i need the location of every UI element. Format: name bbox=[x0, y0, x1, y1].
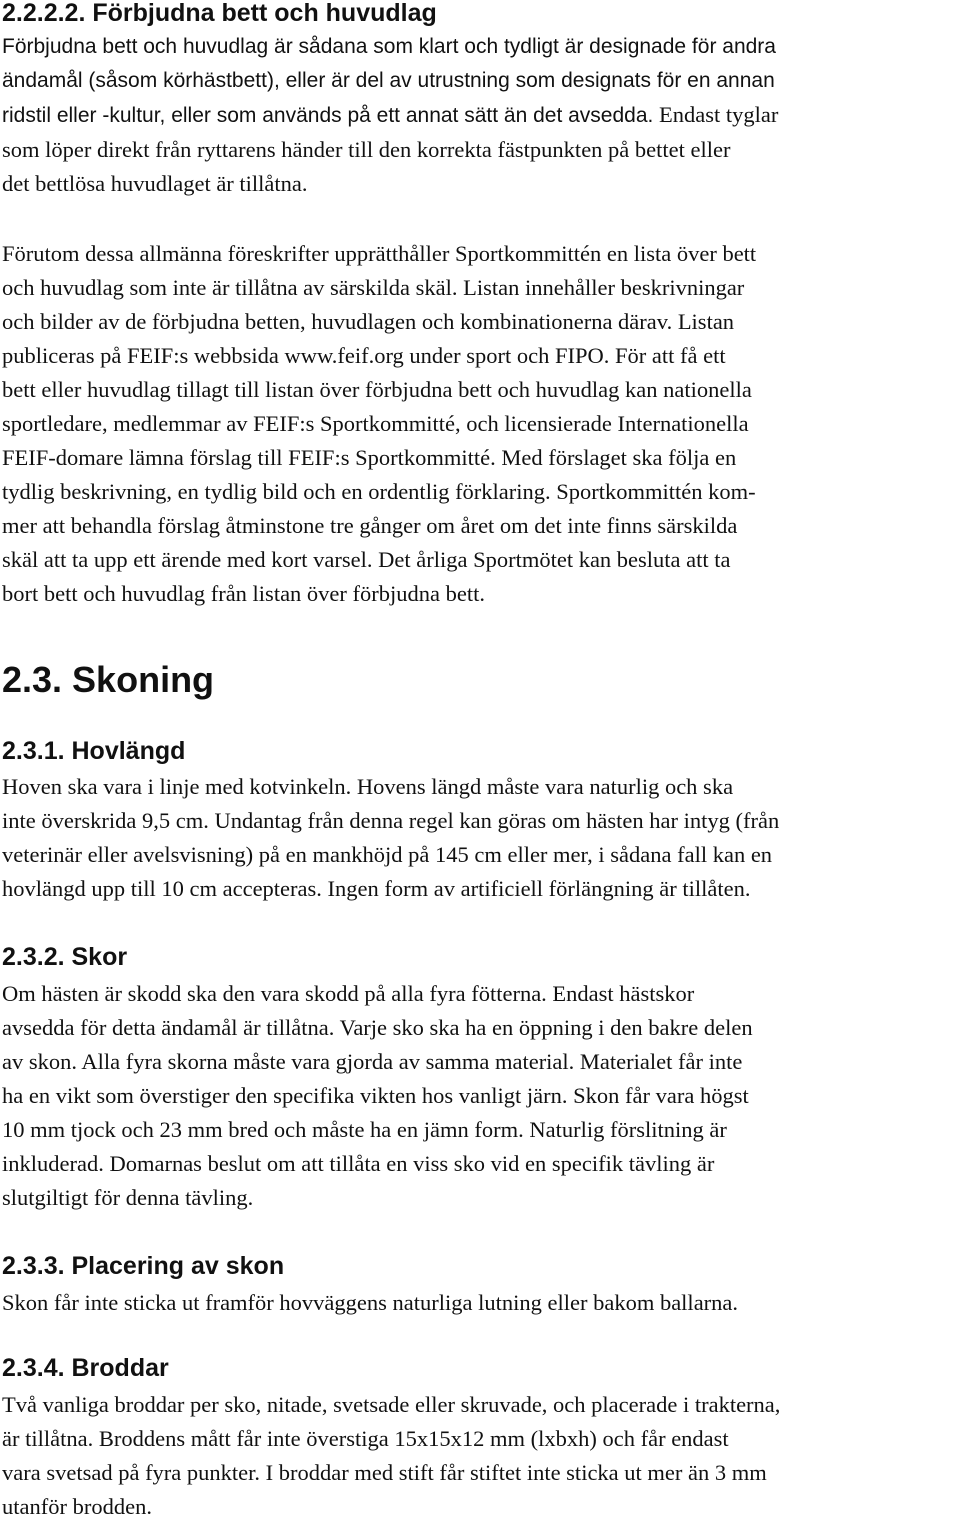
section-2-3-1-heading: 2.3.1. Hovlängd bbox=[2, 737, 186, 765]
paragraph-line: mer att behandla förslag åtminstone tre gånger om året om det inte finns särskilda bbox=[2, 513, 738, 538]
section-2-3-1-paragraph bbox=[2, 770, 954, 906]
paragraph-line: ändamål (såsom körhästbett), eller är del av utrustning som designats för en annan bbox=[2, 69, 775, 92]
paragraph-line: vara svetsad på fyra punkter. I broddar med stift får stiftet inte sticka ut mer än 3 mm bbox=[2, 1460, 767, 1485]
paragraph-line: inte överskrida 9,5 cm. Undantag från denna regel kan göras om hästen har intyg (från bbox=[2, 808, 780, 833]
section-2-3-3-heading: 2.3.3. Placering av skon bbox=[2, 1252, 285, 1280]
paragraph-line: publiceras på FEIF:s webbsida www.feif.org under sport och FIPO. För att få ett bbox=[2, 343, 726, 368]
paragraph-line: skäl att ta upp ett ärende med kort varsel. Det årliga Sportmötet kan besluta att ta bbox=[2, 547, 731, 572]
paragraph-line: bett eller huvudlag tillagt till listan över förbjudna bett och huvudlag kan nationella bbox=[2, 377, 752, 402]
paragraph-line: avsedda för detta ändamål är tillåtna. Varje sko ska ha en öppning i den bakre delen bbox=[2, 1015, 753, 1040]
section-2-3-4-heading: 2.3.4. Broddar bbox=[2, 1354, 169, 1382]
paragraph-line-sans-part: ridstil eller -kultur, eller som används på ett annat sätt än det avsedda. bbox=[2, 104, 654, 127]
paragraph-line: Hoven ska vara i linje med kotvinkeln. Hovens längd måste vara naturlig och ska bbox=[2, 774, 734, 799]
paragraph-line: FEIF-domare lämna förslag till FEIF:s Sportkommitté. Med förslaget ska följa en bbox=[2, 445, 737, 470]
paragraph-line: det bettlösa huvudlaget är tillåtna. bbox=[2, 171, 308, 196]
paragraph-line: hovlängd upp till 10 cm accepteras. Ingen form av artificiell förlängning är tillåten. bbox=[2, 876, 751, 901]
paragraph-line: ha en vikt som överstiger den specifika vikten hos vanligt järn. Skon får vara högst bbox=[2, 1083, 749, 1108]
paragraph-line: utanför brodden. bbox=[2, 1494, 152, 1519]
paragraph-line: Om hästen är skodd ska den vara skodd på alla fyra fötterna. Endast hästskor bbox=[2, 981, 695, 1006]
paragraph-line: veterinär eller avelsvisning) på en mankhöjd på 145 cm eller mer, i sådana fall kan en bbox=[2, 842, 773, 867]
paragraph-line: Två vanliga broddar per sko, nitade, svetsade eller skruvade, och placerade i trakterna, bbox=[2, 1392, 781, 1417]
paragraph-line: är tillåtna. Broddens mått får inte överstiga 15x15x12 mm (lxbxh) och får endast bbox=[2, 1426, 729, 1451]
section-2-2-2-2-heading: 2.2.2.2. Förbjudna bett och huvudlag bbox=[2, 0, 437, 27]
paragraph-line: och huvudlag som inte är tillåtna av särskilda skäl. Listan innehåller beskrivningar bbox=[2, 275, 745, 300]
paragraph-line-serif-part: Endast tyglar bbox=[653, 102, 779, 127]
section-2-2-2-2-paragraph-2 bbox=[2, 237, 954, 611]
section-2-3-3-paragraph bbox=[2, 1286, 954, 1320]
paragraph-line: Förbjudna bett och huvudlag är sådana som klart och tydligt är designade för andra bbox=[2, 35, 776, 58]
paragraph-line: tydlig beskrivning, en tydlig bild och en ordentlig förklaring. Sportkommittén kom- bbox=[2, 479, 756, 504]
section-2-3-2-paragraph bbox=[2, 977, 954, 1215]
paragraph-line: bort bett och huvudlag från listan över förbjudna bett. bbox=[2, 581, 485, 606]
paragraph-line: av skon. Alla fyra skorna måste vara gjorda av samma material. Materialet får inte bbox=[2, 1049, 743, 1074]
section-2-3-heading: 2.3. Skoning bbox=[2, 659, 215, 700]
paragraph-line: 10 mm tjock och 23 mm bred och måste ha en jämn form. Naturlig förslitning är bbox=[2, 1117, 727, 1142]
paragraph-line: Skon får inte sticka ut framför hovväggens naturliga lutning eller bakom ballarna. bbox=[2, 1290, 739, 1315]
paragraph-line-mixed bbox=[2, 98, 954, 133]
paragraph-line: Förutom dessa allmänna föreskrifter upprätthåller Sportkommittén en lista över bett bbox=[2, 241, 757, 266]
paragraph-line: som löper direkt från ryttarens händer till den korrekta fästpunkten på bettet eller bbox=[2, 137, 731, 162]
paragraph-line: sportledare, medlemmar av FEIF:s Sportkommitté, och licensierade Internationella bbox=[2, 411, 749, 436]
section-2-2-2-2-paragraph-1 bbox=[2, 30, 954, 201]
paragraph-line: slutgiltigt för denna tävling. bbox=[2, 1185, 254, 1210]
section-2-3-4-paragraph bbox=[2, 1388, 954, 1524]
paragraph-line: inkluderad. Domarnas beslut om att tillåta en viss sko vid en specifik tävling är bbox=[2, 1151, 715, 1176]
section-2-3-2-heading: 2.3.2. Skor bbox=[2, 943, 128, 971]
paragraph-line: och bilder av de förbjudna betten, huvudlagen och kombinationerna därav. Listan bbox=[2, 309, 735, 334]
